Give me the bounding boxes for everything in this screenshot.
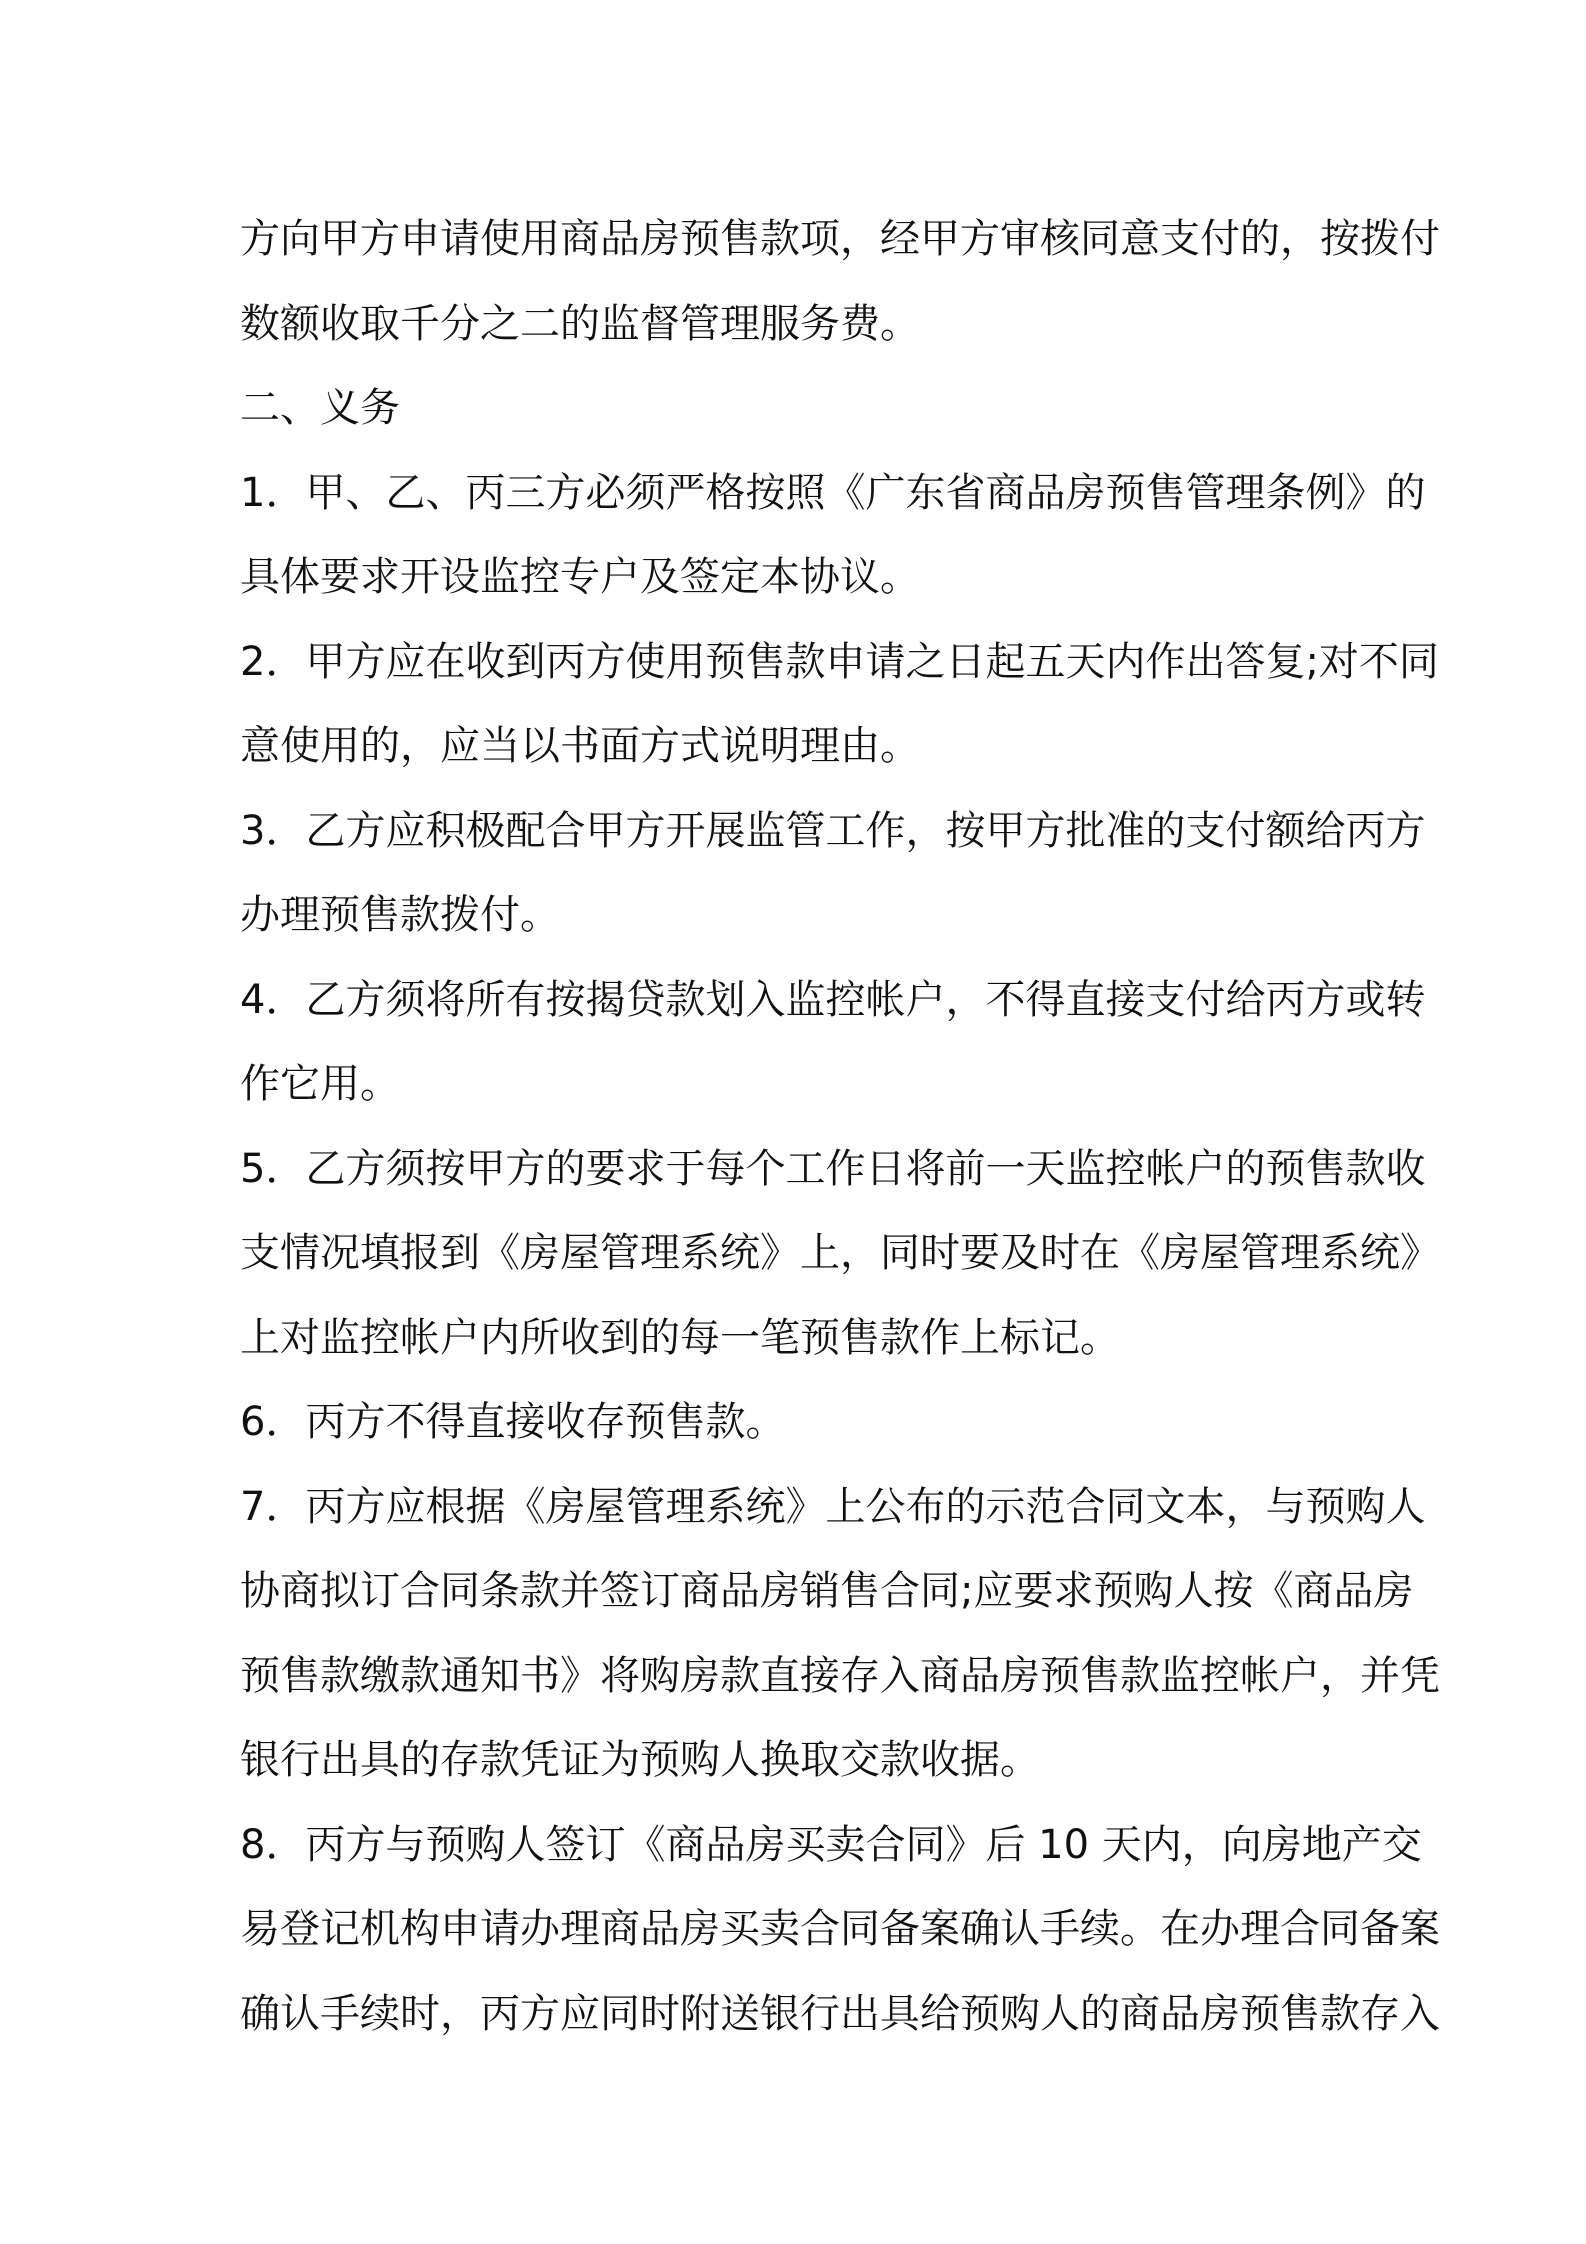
- text-line: 支情况填报到《房屋管理系统》上，同时要及时在《房屋管理系统》: [240, 1230, 1440, 1276]
- text-line: 易登记机构申请办理商品房买卖合同备案确认手续。在办理合同备案: [240, 1906, 1440, 1952]
- text-line: 3．乙方应积极配合甲方开展监管工作，按甲方批准的支付额给丙方: [240, 807, 1426, 854]
- text-line: 作它用。: [240, 1061, 400, 1107]
- document-body: [240, 197, 1440, 2056]
- text-line: 意使用的，应当以书面方式说明理由。: [240, 723, 920, 769]
- text-line: 4．乙方须将所有按揭贷款划入监控帐户，不得直接支付给丙方或转: [240, 976, 1426, 1023]
- text-line: 6．丙方不得直接收存预售款。: [240, 1399, 786, 1445]
- text-line: 1．甲、乙、丙三方必须严格按照《广东省商品房预售管理条例》的: [240, 469, 1426, 516]
- text-line: 方向甲方申请使用商品房预售款项，经甲方审核同意支付的，按拨付: [240, 216, 1440, 262]
- text-line: 办理预售款拨付。: [240, 892, 560, 938]
- section-heading: 二、义务: [240, 385, 400, 431]
- text-line: 银行出具的存款凭证为预购人换取交款收据。: [240, 1737, 1040, 1783]
- text-line: 8．丙方与预购人签订《商品房买卖合同》后 10 天内，向房地产交: [240, 1821, 1422, 1868]
- text-line: 确认手续时，丙方应同时附送银行出具给预购人的商品房预售款存入: [240, 1990, 1440, 2037]
- text-line: 2．甲方应在收到丙方使用预售款申请之日起五天内作出答复;对不同: [240, 638, 1439, 685]
- text-line: 上对监控帐户内所收到的每一笔预售款作上标记。: [240, 1314, 1120, 1361]
- text-line: 7．丙方应根据《房屋管理系统》上公布的示范合同文本，与预购人: [240, 1483, 1426, 1530]
- text-line: 数额收取千分之二的监督管理服务费。: [240, 300, 920, 347]
- text-line: 具体要求开设监控专户及签定本协议。: [240, 554, 920, 600]
- text-line: 协商拟订合同条款并签订商品房销售合同;应要求预购人按《商品房: [240, 1568, 1414, 1614]
- text-line: 5．乙方须按甲方的要求于每个工作日将前一天监控帐户的预售款收: [240, 1145, 1426, 1192]
- text-line: 预售款缴款通知书》将购房款直接存入商品房预售款监控帐户，并凭: [240, 1652, 1440, 1699]
